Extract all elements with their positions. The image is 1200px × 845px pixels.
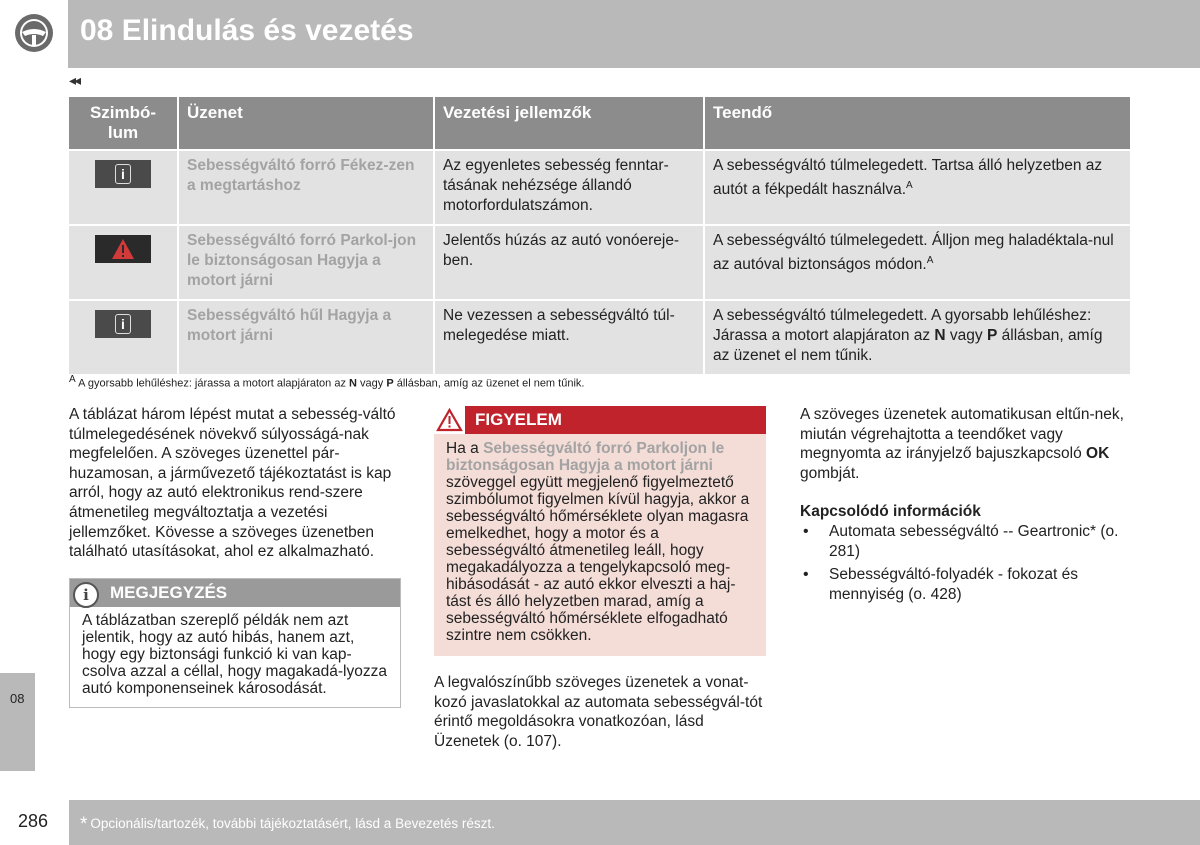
chapter-header bbox=[0, 0, 1200, 68]
intro-paragraph: A táblázat három lépést mutat a sebesség-váltó túlmelegedésének növekvő súlyosságá-nak megfelelően. A szöveges üzenettel pár-huzamosan, a járművezető tájékoztatást is kap arról, hogy az autó elektronikus rend-szere átmenetileg megváltoztatja a vezetési jellemzőket. Kövesse a szöveges üzenetben található utasításokat, ahol ez alkalmazható. bbox=[69, 406, 396, 561]
related-link[interactable]: • Automata sebességváltó -- Geartronic* (o. 281) bbox=[800, 522, 1130, 561]
footer-note: Opcionális/tartozék, további tájékoztatásért, lásd a Bevezetés részt. bbox=[90, 816, 495, 831]
message-cell: Sebességváltó forró Parkol-jon le biztonságosan Hagyja a motort járni bbox=[179, 224, 435, 299]
warning-box bbox=[434, 406, 766, 656]
messages-reference-paragraph: A legvalószínűbb szöveges üzenetek a vonat-kozó javaslatokkal az automata sebességvál-tót érintő megoldásokra vonatkozóan, lásd Üzenetek (o. 107). bbox=[434, 674, 763, 750]
characteristics-cell: Ne vezessen a sebességváltó túl-melegedése miatt. bbox=[435, 299, 705, 374]
warning-header bbox=[434, 406, 766, 434]
side-tab-label: 08 bbox=[10, 691, 25, 706]
chapter-side-tab bbox=[0, 673, 35, 771]
column-header-symbol: Szimbó-lum bbox=[69, 97, 179, 149]
action-cell bbox=[705, 224, 1130, 299]
footnote-ref: A bbox=[926, 255, 934, 266]
footer-text bbox=[80, 814, 495, 836]
paragraph-text: A szöveges üzenetek automatikusan eltűn-nek, miután végrehajtotta a teendőket vagy megnyomta az irányjelző bajuszkapcsoló bbox=[800, 406, 1124, 463]
column-header-message: Üzenet bbox=[179, 97, 435, 149]
info-icon: i bbox=[95, 310, 151, 338]
warning-title: FIGYELEM bbox=[475, 410, 562, 429]
action-text: vagy bbox=[945, 327, 987, 344]
column-header-characteristics: Vezetési jellemzők bbox=[435, 97, 705, 149]
warning-triangle-icon bbox=[434, 406, 465, 434]
page-number: 286 bbox=[18, 811, 49, 831]
warning-intro: Ha a bbox=[446, 440, 484, 457]
symbol-cell bbox=[69, 149, 179, 224]
related-info-title: Kapcsolódó információk bbox=[800, 503, 981, 521]
gear-n: N bbox=[349, 377, 357, 390]
action-text: A sebességváltó túlmelegedett. Álljon meg haladéktala-nul az autóval biztonságos módon. bbox=[713, 232, 1114, 274]
table-row bbox=[69, 224, 1130, 299]
related-info-list bbox=[800, 522, 1130, 604]
action-text: A sebességváltó túlmelegedett. A gyorsabb lehűléshez: Járassa a motort alapjáraton az bbox=[713, 307, 1092, 344]
warning-triangle-icon bbox=[95, 235, 151, 263]
related-link[interactable]: • Sebességváltó-folyadék - fokozat és mennyiség (o. 428) bbox=[800, 565, 1130, 604]
steering-wheel-icon bbox=[13, 12, 55, 54]
info-icon: i bbox=[95, 160, 151, 188]
asterisk-icon: * bbox=[80, 814, 88, 835]
symbol-cell bbox=[69, 299, 179, 374]
footnote-marker: A bbox=[69, 374, 76, 385]
gear-p: P bbox=[986, 327, 998, 344]
ok-button-label: OK bbox=[1086, 445, 1110, 463]
note-header bbox=[70, 579, 400, 607]
action-text: állásban, amíg az üzenet el nem tűnik. bbox=[713, 327, 1103, 364]
table-row bbox=[69, 149, 1130, 224]
table-header-row bbox=[69, 97, 1130, 149]
action-text: A sebességváltó túlmelegedett. Tartsa álló helyzetben az autót a fékpedált használva. bbox=[713, 157, 1103, 199]
warning-text bbox=[434, 434, 766, 650]
right-column bbox=[800, 405, 1130, 608]
characteristics-cell: Jelentős húzás az autó vonóereje-ben. bbox=[435, 224, 705, 299]
message-cell: Sebességváltó hűl Hagyja a motort járni bbox=[179, 299, 435, 374]
table-row bbox=[69, 299, 1130, 374]
note-text: A táblázatban szereplő példák nem azt jelentik, hogy az autó hibás, hanem azt, hogy egy biztonsági funkció ki van kap-csolva azzal a céllal, hogy magakadá-lyozza autó komponenseinek károsodását. bbox=[82, 612, 387, 697]
gear-n: N bbox=[934, 327, 946, 344]
characteristics-cell: Az egyenletes sebesség fenntar-tásának nehézsége állandó motorfordulatszámon. bbox=[435, 149, 705, 224]
footnote-text: vagy bbox=[356, 377, 387, 390]
back-arrow-icon[interactable]: ◂◂ bbox=[69, 72, 80, 88]
column-header-action: Teendő bbox=[705, 97, 1130, 149]
warning-body: szöveggel együtt megjelenő figyelmeztető szimbólumot figyelmen kívül hagyja, akkor a sebességváltó hőmérséklete olyan magasra emelkedhet, hogy a motor és a sebességváltó átmenetileg leáll, hogy megakadályozza a tengelykapcsoló meg-hibásodását - az autó ekkor elveszti a haj-tást és álló helyzetben marad, amíg a sebességváltó hőmérséklete elfogadható szintre nem csökken. bbox=[446, 474, 750, 644]
action-cell bbox=[705, 299, 1130, 374]
info-circle-icon: i bbox=[73, 582, 99, 608]
symbol-cell bbox=[69, 224, 179, 299]
chapter-title: 08 Elindulás és vezetés bbox=[80, 14, 414, 47]
table-footnote bbox=[69, 374, 584, 390]
action-cell bbox=[705, 149, 1130, 224]
footnote-text: A gyorsabb lehűléshez: járassa a motort alapjáraton az bbox=[78, 377, 350, 390]
paragraph-text: gombját. bbox=[800, 464, 860, 482]
note-box bbox=[69, 578, 401, 708]
auto-dismiss-paragraph bbox=[800, 405, 1130, 483]
message-cell: Sebességváltó forró Fékez-zen a megtartáshoz bbox=[179, 149, 435, 224]
warning-message-highlight: Sebességváltó forró Parkoljon le biztonságosan Hagyja a motort járni bbox=[446, 440, 725, 474]
footnote-ref: A bbox=[906, 180, 913, 191]
transmission-messages-table bbox=[69, 97, 1130, 374]
note-title: MEGJEGYZÉS bbox=[110, 583, 228, 602]
chapter-icon-box bbox=[0, 0, 68, 68]
gear-p: P bbox=[386, 377, 394, 390]
footnote-text: állásban, amíg az üzenet el nem tűnik. bbox=[393, 377, 585, 390]
